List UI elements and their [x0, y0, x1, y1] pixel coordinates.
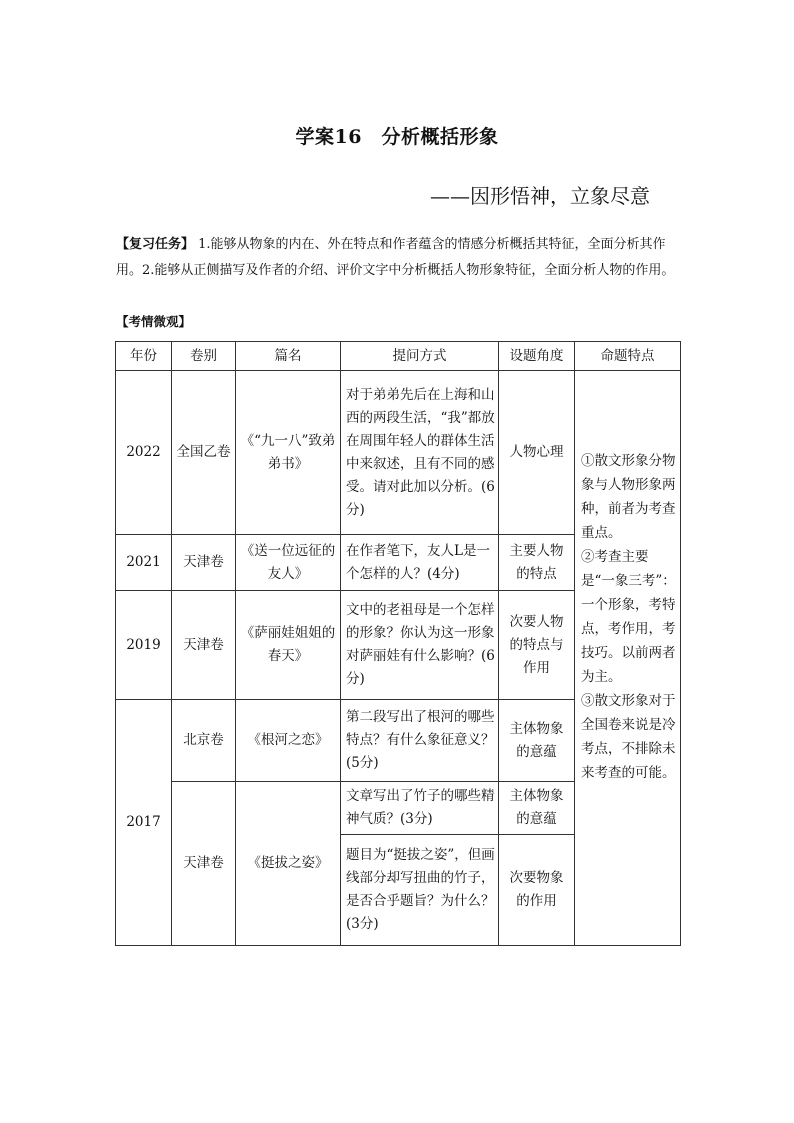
cell-question: 题目为“挺拔之姿”，但画线部分却写扭曲的竹子，是否合乎题旨？为什么？(3分): [341, 835, 499, 946]
cell-paper: 北京卷: [172, 700, 236, 782]
cell-angle: 主体物象的意蕴: [499, 782, 575, 835]
cell-title: 《“九一八”致弟弟书》: [236, 371, 341, 535]
cell-year: 2017: [116, 700, 172, 946]
feature-3: ③散文形象对于全国卷来说是冷考点，不排除未来考查的可能。: [581, 693, 676, 781]
header-angle: 设题角度: [499, 342, 575, 371]
header-features: 命题特点: [575, 342, 681, 371]
exam-overview-heading: 【考情微观】: [116, 314, 192, 329]
cell-question: 文章写出了竹子的哪些精神气质？(3分): [341, 782, 499, 835]
cell-paper: 天津卷: [172, 591, 236, 700]
header-title: 篇名: [236, 342, 341, 371]
header-paper: 卷别: [172, 342, 236, 371]
header-question: 提问方式: [341, 342, 499, 371]
review-task-tag: 【复习任务】: [116, 237, 195, 252]
cell-title: 《挺拔之姿》: [236, 782, 341, 946]
feature-1: ①散文形象分物象与人物形象两种，前者为考查重点。: [581, 453, 676, 541]
cell-year: 2019: [116, 591, 172, 700]
cell-year: 2022: [116, 371, 172, 535]
cell-title: 《根河之恋》: [236, 700, 341, 782]
review-task: [116, 232, 682, 284]
cell-paper: 天津卷: [172, 535, 236, 591]
feature-2: ②考查主要是“一象三考”：一个形象，考特点，考作用，考技巧。以前两者为主。: [581, 549, 676, 685]
page-subtitle: ——因形悟神，立象尽意: [430, 184, 650, 208]
header-year: 年份: [116, 342, 172, 371]
table-row: [116, 371, 681, 535]
page-title: 学案16 分析概括形象: [295, 126, 499, 148]
cell-title: 《送一位远征的友人》: [236, 535, 341, 591]
cell-year: 2021: [116, 535, 172, 591]
cell-title: 《萨丽娃姐姐的春天》: [236, 591, 341, 700]
exam-overview-table: [115, 341, 681, 946]
cell-question: 第二段写出了根河的哪些特点？有什么象征意义？(5分): [341, 700, 499, 782]
cell-question: 对于弟弟先后在上海和山西的两段生活，“我”都放在周围年轻人的群体生活中来叙述，且有不同的感受。请对此加以分析。(6分): [341, 371, 499, 535]
cell-paper: 全国乙卷: [172, 371, 236, 535]
cell-question: 文中的老祖母是一个怎样的形象？你认为这一形象对萨丽娃有什么影响？(6分): [341, 591, 499, 700]
review-task-text: 1.能够从物象的内在、外在特点和作者蕴含的情感分析概括其特征，全面分析其作用。2.能够从正侧描写及作者的介绍、评价文字中分析概括人物形象特征，全面分析人物的作用。: [116, 237, 675, 278]
cell-angle: 次要物象的作用: [499, 835, 575, 946]
cell-angle: 人物心理: [499, 371, 575, 535]
cell-paper: 天津卷: [172, 782, 236, 946]
cell-angle: 主体物象的意蕴: [499, 700, 575, 782]
cell-angle: 主要人物的特点: [499, 535, 575, 591]
cell-features: [575, 371, 681, 946]
cell-question: 在作者笔下，友人L是一个怎样的人？(4分): [341, 535, 499, 591]
table-header-row: [116, 342, 681, 371]
cell-angle: 次要人物的特点与作用: [499, 591, 575, 700]
